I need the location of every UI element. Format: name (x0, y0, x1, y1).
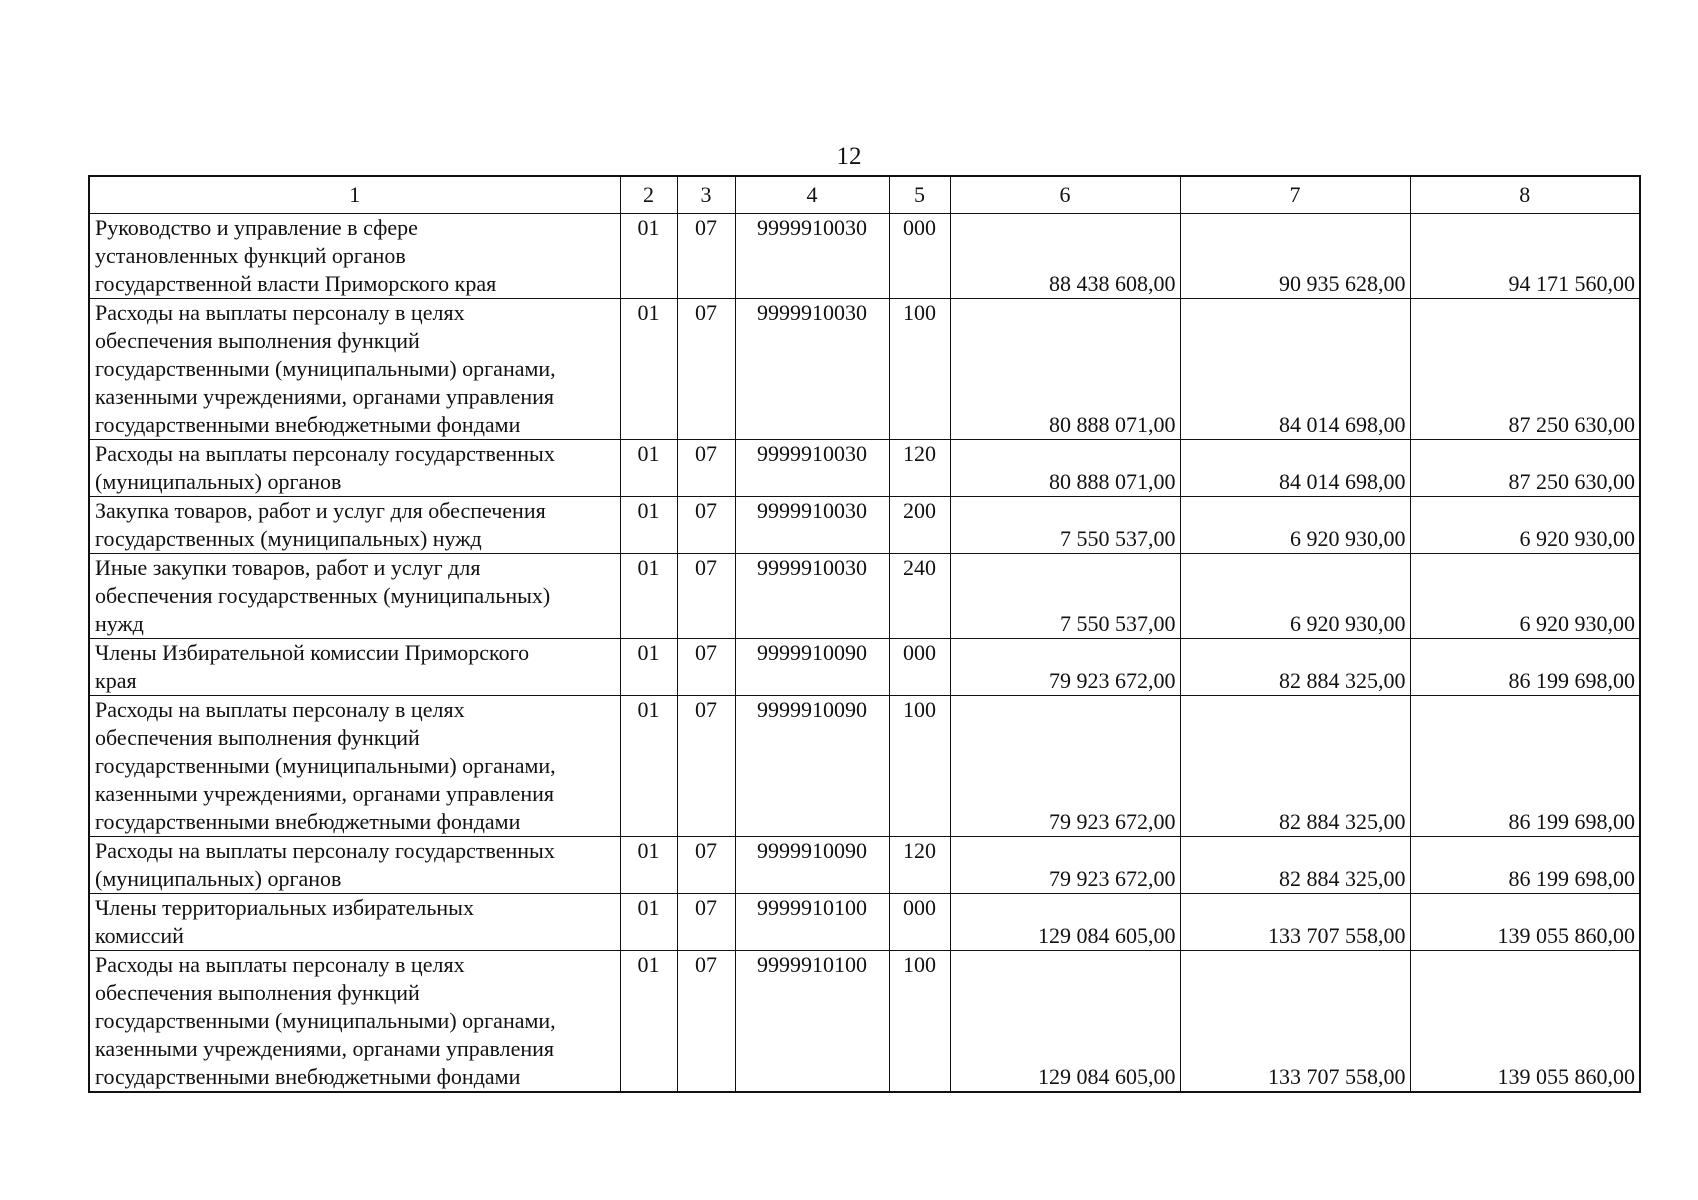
expense-type-code: 000 (889, 639, 950, 696)
subsection-code: 07 (677, 894, 735, 951)
description-line: Расходы на выплаты персоналу государственных (95, 441, 555, 466)
description-line: государственными внебюджетными фондами (95, 412, 521, 437)
amount-year-1: 79 923 672,00 (950, 639, 1180, 696)
section-code: 01 (620, 554, 677, 639)
expense-type-code: 100 (889, 696, 950, 837)
description-line: обеспечения государственных (муниципальных) (95, 583, 551, 608)
amount-year-3: 139 055 860,00 (1410, 951, 1640, 1093)
amount-year-3: 86 199 698,00 (1410, 837, 1640, 894)
section-code: 01 (620, 497, 677, 554)
row-description (89, 837, 620, 894)
amount-year-3: 94 171 560,00 (1410, 214, 1640, 299)
amount-year-3: 87 250 630,00 (1410, 440, 1640, 497)
table-row (89, 554, 1640, 639)
row-description (89, 951, 620, 1093)
target-article-code: 9999910090 (735, 837, 889, 894)
column-header: 2 (620, 176, 677, 214)
target-article-code: 9999910100 (735, 951, 889, 1093)
row-description (89, 639, 620, 696)
amount-year-2: 82 884 325,00 (1180, 696, 1410, 837)
description-line: государственными внебюджетными фондами (95, 809, 521, 834)
amount-year-1: 80 888 071,00 (950, 299, 1180, 440)
amount-year-3: 6 920 930,00 (1410, 497, 1640, 554)
amount-year-2: 6 920 930,00 (1180, 497, 1410, 554)
amount-year-1: 129 084 605,00 (950, 951, 1180, 1093)
row-description (89, 214, 620, 299)
description-line: Члены территориальных избирательных (95, 895, 474, 920)
subsection-code: 07 (677, 837, 735, 894)
section-code: 01 (620, 894, 677, 951)
table-row (89, 299, 1640, 440)
target-article-code: 9999910030 (735, 554, 889, 639)
description-line: казенными учреждениями, органами управления (95, 781, 555, 806)
expense-type-code: 240 (889, 554, 950, 639)
description-line: государственными внебюджетными фондами (95, 1064, 521, 1089)
column-header: 5 (889, 176, 950, 214)
expense-type-code: 000 (889, 894, 950, 951)
table-row (89, 894, 1640, 951)
description-line: нужд (95, 611, 144, 636)
row-description (89, 696, 620, 837)
expense-type-code: 000 (889, 214, 950, 299)
target-article-code: 9999910090 (735, 639, 889, 696)
amount-year-1: 88 438 608,00 (950, 214, 1180, 299)
column-header: 3 (677, 176, 735, 214)
target-article-code: 9999910030 (735, 440, 889, 497)
target-article-code: 9999910030 (735, 299, 889, 440)
description-line: Члены Избирательной комиссии Приморского (95, 640, 530, 665)
expense-type-code: 120 (889, 440, 950, 497)
amount-year-1: 79 923 672,00 (950, 837, 1180, 894)
amount-year-2: 90 935 628,00 (1180, 214, 1410, 299)
description-line: государственными (муниципальными) органами, (95, 753, 556, 778)
amount-year-3: 139 055 860,00 (1410, 894, 1640, 951)
section-code: 01 (620, 951, 677, 1093)
table-row (89, 214, 1640, 299)
expense-type-code: 100 (889, 951, 950, 1093)
amount-year-3: 86 199 698,00 (1410, 696, 1640, 837)
amount-year-2: 84 014 698,00 (1180, 440, 1410, 497)
row-description (89, 299, 620, 440)
description-line: (муниципальных) органов (95, 469, 342, 494)
description-line: комиссий (95, 923, 184, 948)
amount-year-2: 6 920 930,00 (1180, 554, 1410, 639)
target-article-code: 9999910030 (735, 214, 889, 299)
description-line: обеспечения выполнения функций (95, 328, 420, 353)
expense-type-code: 100 (889, 299, 950, 440)
amount-year-2: 82 884 325,00 (1180, 837, 1410, 894)
description-line: Закупка товаров, работ и услуг для обеспечения (95, 498, 546, 523)
amount-year-2: 84 014 698,00 (1180, 299, 1410, 440)
description-line: казенными учреждениями, органами управления (95, 1036, 555, 1061)
section-code: 01 (620, 696, 677, 837)
column-header: 7 (1180, 176, 1410, 214)
subsection-code: 07 (677, 951, 735, 1093)
column-header: 4 (735, 176, 889, 214)
table-row (89, 696, 1640, 837)
description-line: Расходы на выплаты персоналу в целях (95, 697, 465, 722)
description-line: Расходы на выплаты персоналу государственных (95, 838, 555, 863)
description-line: государственными (муниципальными) органами, (95, 1008, 556, 1033)
section-code: 01 (620, 299, 677, 440)
amount-year-1: 7 550 537,00 (950, 497, 1180, 554)
amount-year-1: 80 888 071,00 (950, 440, 1180, 497)
description-line: (муниципальных) органов (95, 866, 342, 891)
section-code: 01 (620, 440, 677, 497)
table-row (89, 951, 1640, 1093)
amount-year-1: 129 084 605,00 (950, 894, 1180, 951)
column-header: 1 (89, 176, 620, 214)
amount-year-2: 133 707 558,00 (1180, 894, 1410, 951)
column-number-row (89, 176, 1640, 214)
subsection-code: 07 (677, 214, 735, 299)
description-line: Расходы на выплаты персоналу в целях (95, 300, 465, 325)
subsection-code: 07 (677, 497, 735, 554)
expense-type-code: 200 (889, 497, 950, 554)
table-row (89, 639, 1640, 696)
amount-year-3: 6 920 930,00 (1410, 554, 1640, 639)
target-article-code: 9999910090 (735, 696, 889, 837)
expense-type-code: 120 (889, 837, 950, 894)
amount-year-1: 7 550 537,00 (950, 554, 1180, 639)
amount-year-3: 87 250 630,00 (1410, 299, 1640, 440)
subsection-code: 07 (677, 440, 735, 497)
table-body (89, 176, 1640, 1092)
description-line: Расходы на выплаты персоналу в целях (95, 952, 465, 977)
description-line: края (95, 668, 137, 693)
description-line: обеспечения выполнения функций (95, 725, 420, 750)
subsection-code: 07 (677, 554, 735, 639)
table-row (89, 440, 1640, 497)
table-row (89, 837, 1640, 894)
description-line: государственной власти Приморского края (95, 271, 497, 296)
subsection-code: 07 (677, 299, 735, 440)
description-line: казенными учреждениями, органами управления (95, 384, 555, 409)
description-line: Иные закупки товаров, работ и услуг для (95, 555, 481, 580)
subsection-code: 07 (677, 639, 735, 696)
budget-table (88, 175, 1641, 1093)
amount-year-2: 133 707 558,00 (1180, 951, 1410, 1093)
section-code: 01 (620, 837, 677, 894)
description-line: государственными (муниципальными) органами, (95, 356, 556, 381)
target-article-code: 9999910100 (735, 894, 889, 951)
amount-year-2: 82 884 325,00 (1180, 639, 1410, 696)
row-description (89, 554, 620, 639)
row-description (89, 894, 620, 951)
row-description (89, 497, 620, 554)
amount-year-1: 79 923 672,00 (950, 696, 1180, 837)
description-line: Руководство и управление в сфере (95, 215, 418, 240)
description-line: государственных (муниципальных) нужд (95, 526, 482, 551)
row-description (89, 440, 620, 497)
section-code: 01 (620, 639, 677, 696)
description-line: обеспечения выполнения функций (95, 980, 420, 1005)
subsection-code: 07 (677, 696, 735, 837)
table-row (89, 497, 1640, 554)
amount-year-3: 86 199 698,00 (1410, 639, 1640, 696)
description-line: установленных функций органов (95, 243, 406, 268)
column-header: 6 (950, 176, 1180, 214)
section-code: 01 (620, 214, 677, 299)
target-article-code: 9999910030 (735, 497, 889, 554)
column-header: 8 (1410, 176, 1640, 214)
page-number: 12 (836, 143, 862, 170)
